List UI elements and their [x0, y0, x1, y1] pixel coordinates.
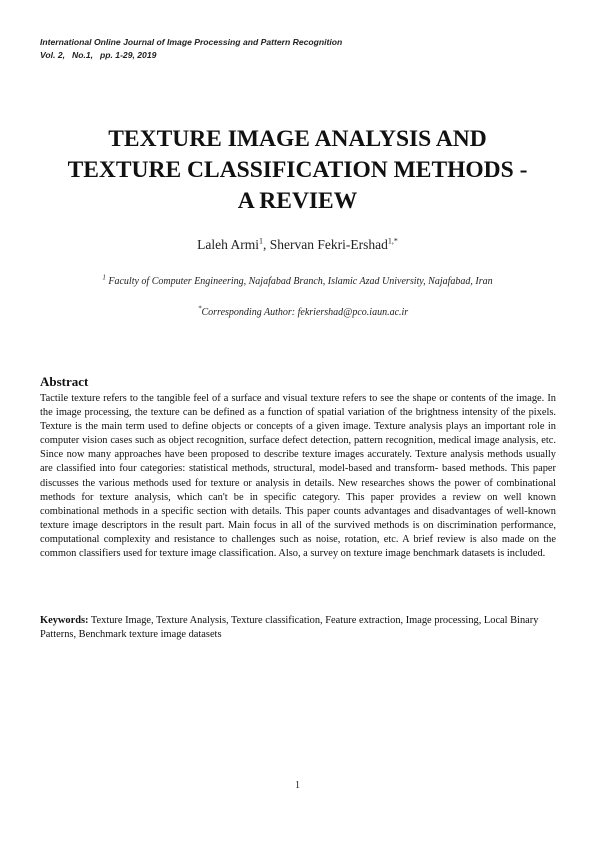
author-2-affiliation-mark: 1,*: [387, 236, 398, 246]
journal-header: [40, 36, 342, 62]
title-line-3: A REVIEW: [237, 188, 358, 214]
author-1-affiliation-mark: 1: [259, 236, 263, 246]
abstract-heading: Abstract: [40, 374, 89, 389]
corresponding-text: Corresponding Author: fekriershad@pco.iaun.ac.ir: [201, 307, 409, 318]
author-name-2: Shervan Fekri-Ershad: [269, 237, 388, 252]
corresponding-author: [198, 306, 408, 320]
journal-pages: pp. 1-29, 2019: [100, 50, 157, 60]
abstract-body: Tactile texture refers to the tangible feel of a surface and visual texture refers to see the shape or contents of the image. In the image processing, the texture can be defined as a function of spatial variation of the brightness intensity of the pixels. Texture is the main term used to define objects or concepts of a given image. Texture analysis plays an important role in computer vision cases such as object recognition, surface defect detection, pattern recognition, medical image analysis, etc. Since now many approaches have been proposed to describe texture images accurately. Texture analysis methods usually are classified into four categories: statistical methods, structural, model-based and transform- based methods. This paper discusses the various methods used for texture or analysis in details. New researches shows the power of combinational methods for texture analysis, which can't be in specific category. This paper provides a review on well known combinational methods in a specific section with details. This paper counts advantages and disadvantages of well-known texture image descriptors in the result part. Main focus in all of the survived methods is on discrimination performance, computational complexity and resistance to challenges such as noise, rotation, etc. A brief review is also made on the common classifiers used for texture image classification. Also, a survey on texture image benchmark datasets is included.: [40, 393, 556, 560]
journal-issue: No.1,: [72, 50, 94, 60]
journal-volume: Vol. 2,: [40, 50, 65, 60]
author-list: [0, 236, 595, 254]
keywords: [40, 614, 556, 642]
affiliation-text: Faculty of Computer Engineering, Najafabad Branch, Islamic Azad University, Najafabad, Iran: [105, 276, 493, 287]
keywords-text: Texture Image, Texture Analysis, Texture classification, Feature extraction, Image processing, Local Binary Patterns, Benchmark texture image datasets: [40, 615, 539, 641]
keywords-label: Keywords:: [40, 615, 89, 626]
author-name-1: Laleh Armi: [197, 237, 259, 252]
corresponding-mark: *: [198, 304, 202, 313]
journal-citation: [40, 49, 342, 62]
page-number: 1: [295, 780, 300, 791]
title-line-2: TEXTURE CLASSIFICATION METHODS -: [67, 157, 528, 183]
title-line-1: TEXTURE IMAGE ANALYSIS AND: [108, 126, 487, 152]
affiliation: [0, 275, 595, 289]
paper-title: [20, 124, 575, 217]
author-separator: ,: [263, 237, 270, 252]
journal-name: International Online Journal of Image Processing and Pattern Recognition: [40, 37, 343, 47]
affiliation-mark: 1: [102, 273, 106, 282]
